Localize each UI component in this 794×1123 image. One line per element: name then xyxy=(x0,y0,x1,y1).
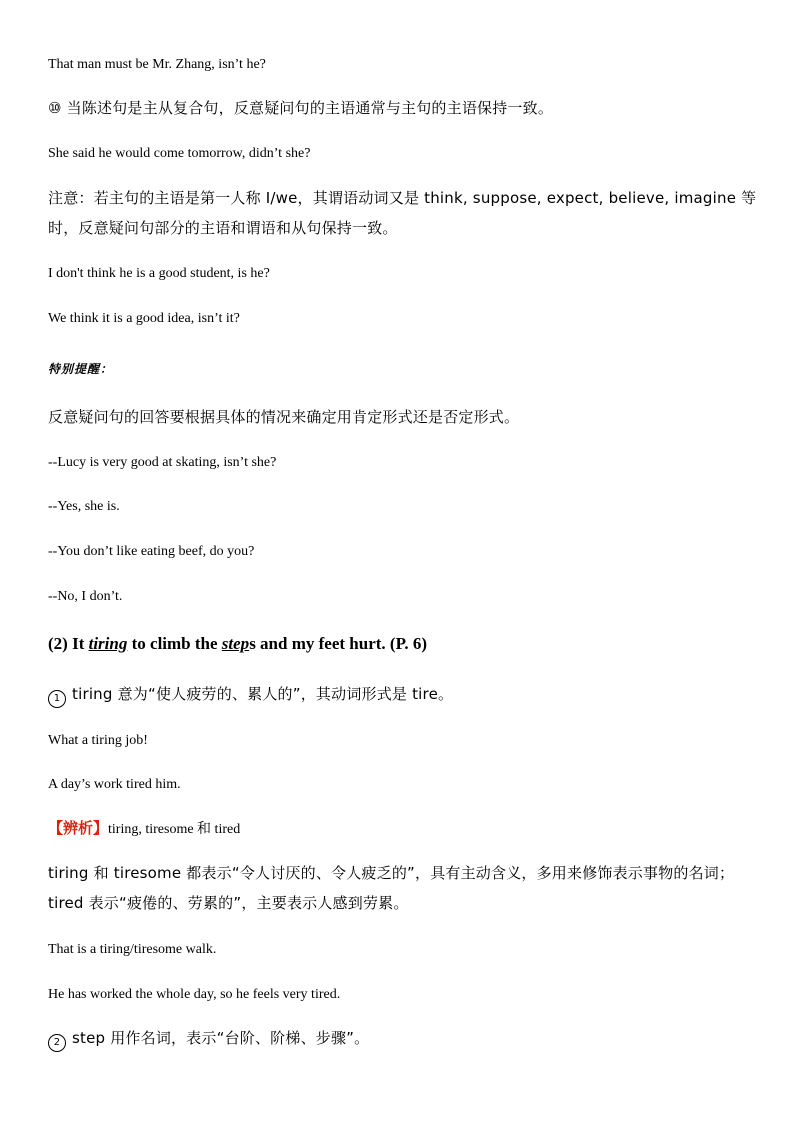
analysis-line xyxy=(48,819,764,839)
rule-paragraph xyxy=(48,99,764,117)
example-sentence: He has worked the whole day, so he feels very tired. xyxy=(48,987,341,1002)
dialogue-line: --No, I don’t. xyxy=(48,589,123,604)
reminder-paragraph: 反意疑问句的回答要根据具体的情况来确定用肯定形式还是否定形式。 xyxy=(48,408,520,426)
heading-emphasis-tiring: tiring xyxy=(88,634,128,653)
example-sentence: That is a tiring/tiresome walk. xyxy=(48,942,217,957)
example-sentence: A day’s work tired him. xyxy=(48,777,181,792)
heading-emphasis-step: step xyxy=(221,634,250,653)
heading-part: to climb the xyxy=(127,634,222,653)
dialogue-line: --You don’t like eating beef, do you? xyxy=(48,544,255,559)
analysis-words: tiring, tiresome 和 tired xyxy=(108,822,241,837)
rule-text: 当陈述句是主从复合句，反意疑问句的主语通常与主句的主语保持一致。 xyxy=(66,99,554,117)
example-sentence: She said he would come tomorrow, didn’t she? xyxy=(48,146,311,161)
circled-number: 2 xyxy=(48,1034,66,1052)
note-paragraph: 注意：若主句的主语是第一人称 I/we，其谓语动词又是 think, suppose, expect, believe, imagine 等时，反意疑问句部分的主语和谓语和从句保持一致。 xyxy=(48,189,757,237)
heading-part: s and my feet hurt. (P. 6) xyxy=(249,634,428,653)
example-sentence: That man must be Mr. Zhang, isn’t he? xyxy=(48,57,266,72)
circled-number: 1 xyxy=(48,690,66,708)
dialogue-line: --Lucy is very good at skating, isn’t she? xyxy=(48,455,277,470)
example-sentence: What a tiring job! xyxy=(48,733,148,748)
example-sentence: I don't think he is a good student, is he? xyxy=(48,266,270,281)
point-text: tiring 意为“使人疲劳的、累人的”，其动词形式是 tire。 xyxy=(72,685,454,703)
point-text: step 用作名词，表示“台阶、阶梯、步骤”。 xyxy=(72,1029,370,1047)
dialogue-line: --Yes, she is. xyxy=(48,499,120,514)
special-reminder-title: 特别提醒： xyxy=(48,362,114,376)
section-heading xyxy=(48,635,764,653)
point-paragraph xyxy=(48,1029,764,1052)
analysis-paragraph: tiring 和 tiresome 都表示“令人讨厌的、令人疲乏的”，具有主动含义，多用来修饰表示事物的名词；tired 表示“疲倦的、劳累的”，主要表示人感到劳累。 xyxy=(48,864,735,912)
analysis-tag: 【辨析】 xyxy=(48,819,109,837)
rule-number: ⑩ xyxy=(48,99,62,117)
example-sentence: We think it is a good idea, isn’t it? xyxy=(48,311,240,326)
point-paragraph xyxy=(48,685,764,708)
heading-part: (2) It xyxy=(48,634,89,653)
